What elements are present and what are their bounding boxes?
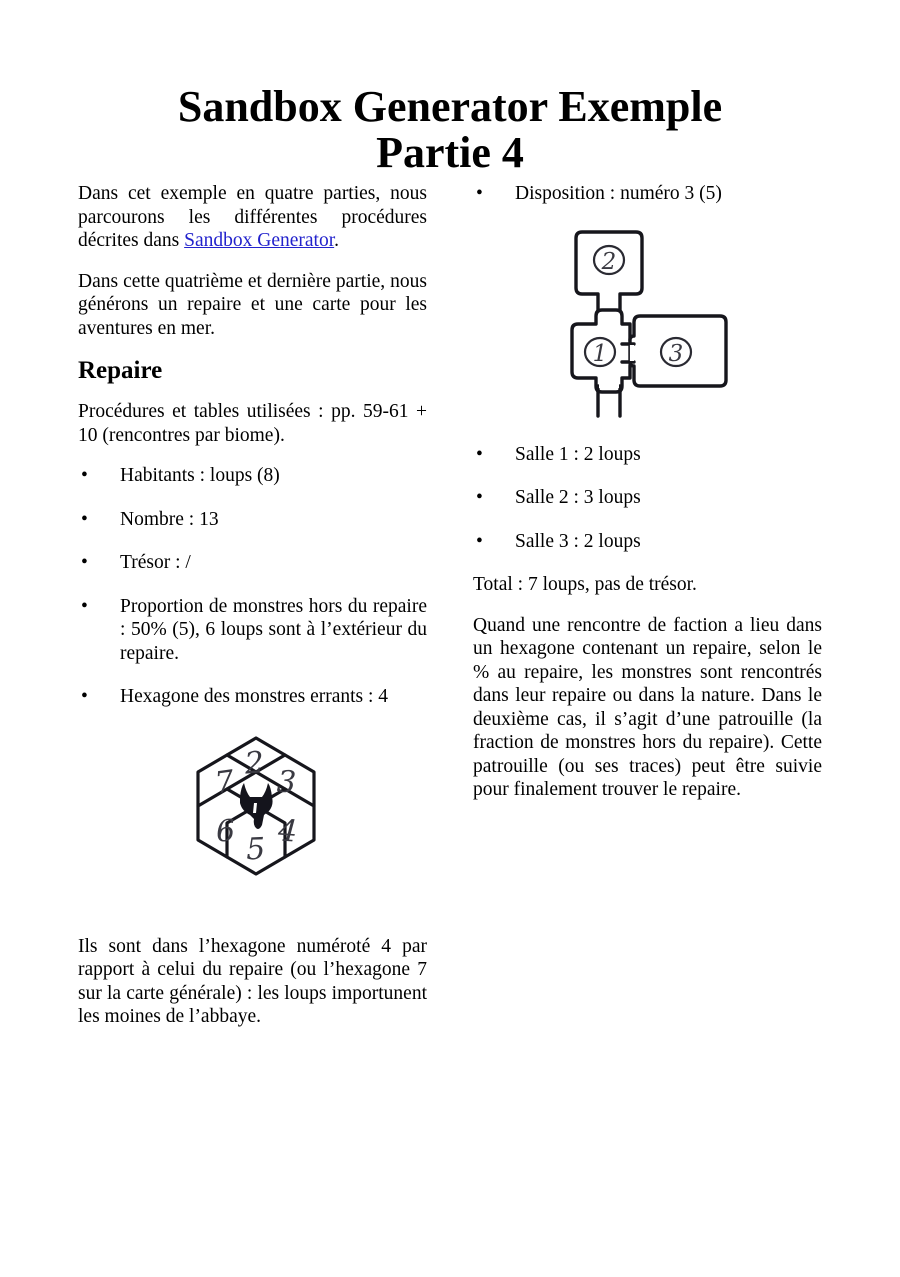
bullet-marker: • [476, 530, 483, 552]
total-line: Total : 7 loups, pas de trésor. [473, 574, 697, 595]
list-item [473, 486, 822, 510]
right-column [473, 182, 822, 819]
bullet-marker: • [81, 595, 88, 617]
list-item-text: Disposition : numéro 3 (5) [515, 183, 722, 204]
hex-label-upper-left: 7 [212, 763, 237, 801]
second-paragraph: Dans cette quatrième et dernière partie, nous générons un repaire et une carte pour les aventures en mer. [78, 270, 427, 339]
list-item [78, 685, 427, 709]
procedures-paragraph: Procédures et tables utilisées : pp. 59-61 + 10 (rencontres par biome). [78, 401, 427, 446]
intro-paragraph [78, 182, 427, 253]
repaire-bullet-list [78, 464, 427, 709]
list-item-text: Habitants : loups (8) [120, 465, 280, 486]
list-item-text: Salle 2 : 3 loups [515, 487, 641, 508]
list-item [78, 464, 427, 488]
list-item [473, 182, 822, 206]
list-item [78, 508, 427, 532]
list-item-text: Trésor : / [120, 552, 191, 573]
room-label-1: 1 [592, 340, 608, 367]
list-item [78, 595, 427, 666]
closing-paragraph: Ils sont dans l’hexagone numéroté 4 par rapport à celui du repaire (ou l’hexagone 7 sur la carte générale) : les loups importunent les moines de l’abbaye. [78, 935, 427, 1027]
list-item [78, 551, 427, 575]
list-item-text: Nombre : 13 [120, 508, 219, 530]
page-title [78, 84, 822, 176]
bullet-marker: • [81, 508, 88, 530]
intro-paragraph-pre: Dans cet exemple en quatre parties, nous parcourons les différentes procédures décrites dans [78, 183, 427, 251]
bullet-marker: • [81, 552, 88, 573]
room-label-2: 2 [601, 248, 617, 275]
final-paragraph: Quand une rencontre de faction a lieu dans un hexagone contenant un repaire, selon le % au repaire, les monstres sont rencontrés dans leur repaire ou dans la nature. Dans le deuxième cas, il s’agit d’une patrouille (la fraction de monstres hors du repaire). Cette patrouille (ou ses traces) peut être suivie pour finalement trouver le repaire. [473, 614, 822, 800]
bullet-marker: • [81, 465, 88, 486]
section-heading-repaire: Repaire [78, 357, 163, 384]
list-item [473, 530, 822, 554]
sandbox-generator-link[interactable]: Sandbox Generator [184, 230, 335, 251]
bullet-marker: • [81, 686, 88, 707]
list-item-text: Proportion de monstres hors du repaire : 50% (5), 6 loups sont à l’extérieur du repaire. [120, 595, 427, 664]
disposition-bullet-list [473, 182, 822, 206]
bullet-marker: • [476, 443, 483, 465]
dungeon-layout-diagram [568, 226, 822, 421]
hex-label-lower-right: 4 [276, 812, 299, 850]
intro-paragraph-post: . [334, 230, 340, 251]
page-title-line-2: Partie 4 [376, 128, 524, 177]
list-item-text: Hexagone des monstres errants : 4 [120, 686, 389, 707]
rooms-bullet-list [473, 443, 822, 554]
list-item-text: Salle 1 : 2 loups [515, 443, 641, 465]
hex-label-lower-left: 6 [215, 813, 236, 849]
bullet-marker: • [476, 487, 483, 508]
left-column [78, 182, 427, 1046]
hex-label-bottom: 5 [245, 831, 266, 867]
bullet-marker: • [476, 183, 483, 204]
hex-label-top: 2 [243, 744, 266, 782]
page-title-line-1: Sandbox Generator Exemple [177, 82, 723, 131]
hex-flower-diagram [170, 729, 427, 905]
room-label-3: 3 [668, 340, 684, 367]
list-item-text: Salle 3 : 2 loups [515, 530, 641, 552]
list-item [473, 443, 822, 467]
hex-label-upper-right: 3 [276, 764, 297, 800]
